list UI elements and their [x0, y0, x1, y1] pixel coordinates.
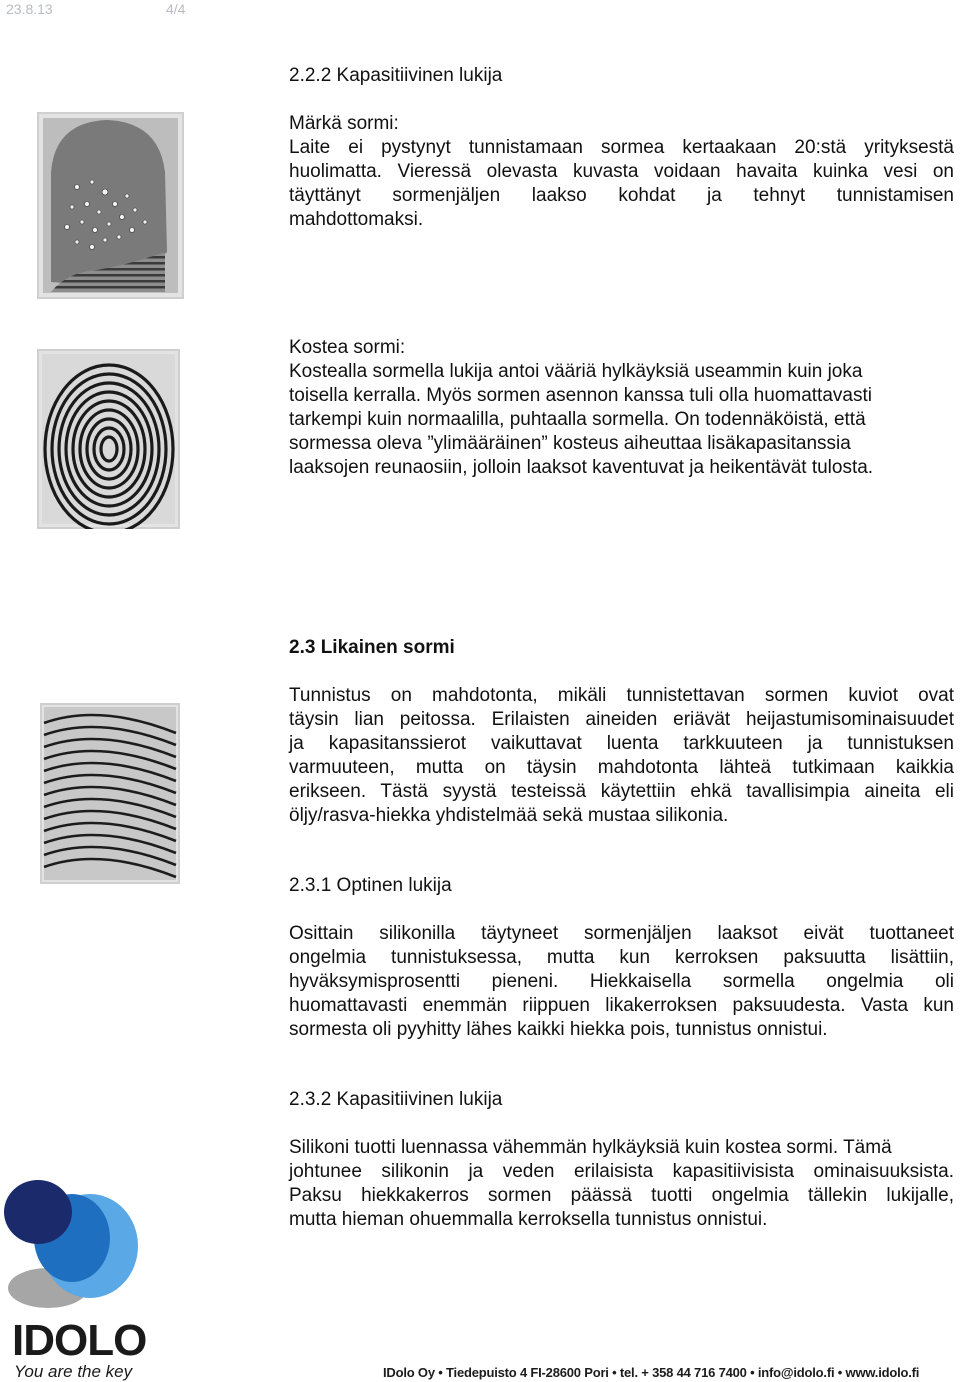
logo-wordmark: IDOLO — [12, 1316, 147, 1365]
text-line: ongelmia tunnistuksessa, mutta kun kerroksen paksuutta lisättiin, — [289, 947, 954, 968]
text-line: huolimatta. Vieressä olevasta kuvasta voidaan havaita kuinka vesi on — [289, 161, 954, 182]
text-line: varmuuteen, mutta on täysin mahdotonta lähteä tutkimaan kaikkia — [289, 757, 954, 778]
section-heading-dirty-finger: 2.3 Likainen sormi — [289, 637, 455, 658]
text-line: johtunee silikonin ja veden erilaisista kapasitiivisista ominaisuuksista. — [289, 1161, 954, 1182]
section-heading-capacitive-2: 2.3.2 Kapasitiivinen lukija — [289, 1089, 503, 1110]
logo-dark-blue-shape — [4, 1180, 72, 1244]
header-date: 23.8.13 — [6, 1, 53, 17]
dirty-finger-paragraph — [289, 684, 954, 828]
text-line: mahdottomaksi. — [289, 209, 424, 230]
text-line: öljy/rasva-hiekka yhdistelmää sekä mustaa silikonia. — [289, 805, 729, 826]
text-line: laaksojen reunaosiin, jolloin laaksot kaventuvat ja heikentävät tulosta. — [289, 457, 874, 478]
moist-finger-paragraph — [289, 360, 954, 480]
text-line: toisella kerralla. Myös sormen asennon kanssa tuli olla huomattavasti — [289, 385, 872, 406]
moist-finger-title: Kostea sormi: — [289, 337, 406, 358]
moist-finger-image — [37, 349, 180, 529]
text-line: Paksu hiekkakerros sormen päässä tuotti ongelmia tällekin lukijalle, — [289, 1185, 954, 1206]
text-line: Silikoni tuotti luennassa vähemmän hylkäyksiä kuin kostea sormi. Tämä — [289, 1137, 892, 1158]
wet-finger-title: Märkä sormi: — [289, 113, 399, 134]
text-line: Osittain silikonilla täytyneet sormenjäljen laaksot eivät tuottaneet — [289, 923, 954, 944]
optical-paragraph — [289, 922, 954, 1042]
text-line: tarkempi kuin normaalilla, puhtaalla sormella. On todennäköistä, että — [289, 409, 866, 430]
text-line: Kostealla sormella lukija antoi vääriä hylkäyksiä useammin kuin joka — [289, 361, 863, 382]
idolo-logo-icon — [0, 1176, 150, 1316]
text-line: mutta hieman ohuemmalla kerroksella tunnistus onnistui. — [289, 1209, 768, 1230]
wet-finger-paragraph — [289, 136, 954, 232]
text-line: täyttänyt sormenjäljen laakso kohdat ja tehnyt tunnistamisen — [289, 185, 954, 206]
dirty-finger-image — [40, 703, 180, 884]
header-page-number: 4/4 — [166, 1, 186, 17]
section-heading-capacitive-1: 2.2.2 Kapasitiivinen lukija — [289, 65, 503, 86]
text-line: Laite ei pystynyt tunnistamaan sormea kertaakaan 20:stä yrityksestä — [289, 137, 954, 158]
text-line: sormesta oli pyyhitty lähes kaikki hiekka pois, tunnistus onnistui. — [289, 1019, 828, 1040]
text-line: Tunnistus on mahdotonta, mikäli tunnistettavan sormen kuviot ovat — [289, 685, 954, 706]
text-line: täysin lian peitossa. Erilaisten aineiden eriävät heijastumisominaisuudet — [289, 709, 954, 730]
text-line: sormessa oleva ”ylimääräinen” kosteus aiheuttaa lisäkapasitanssia — [289, 433, 851, 454]
logo-tagline: You are the key — [14, 1362, 133, 1381]
footer-contact-info: IDolo Oy • Tiedepuisto 4 FI-28600 Pori • tel. + 358 44 716 7400 • info@idolo.fi • www.idolo.fi — [383, 1365, 920, 1380]
text-line: huomattavasti enemmän riippuen likakerroksen paksuudesta. Vasta kun — [289, 995, 954, 1016]
text-line: erikseen. Tästä syystä testeissä käytettiin ehkä tavallisimpia aineita eli — [289, 781, 954, 802]
capacitive-silicone-paragraph — [289, 1136, 954, 1232]
section-heading-optical: 2.3.1 Optinen lukija — [289, 875, 452, 896]
wet-finger-image — [37, 112, 184, 299]
text-line: hyväksymisprosentti pieneni. Hiekkaisella sormella ongelmia oli — [289, 971, 954, 992]
text-line: ja kapasitanssierot vaikuttavat luenta tarkkuuteen ja tunnistuksen — [289, 733, 954, 754]
